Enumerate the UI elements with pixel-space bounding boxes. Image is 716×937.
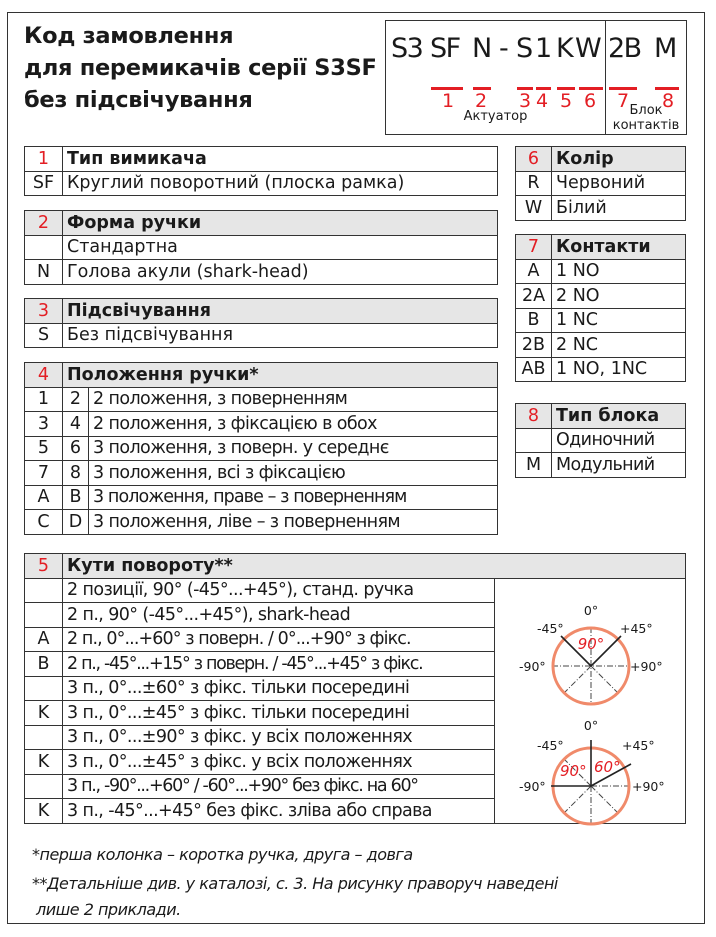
- rotation-diagram-2: [505, 712, 675, 830]
- row-code-short: 7: [25, 461, 63, 486]
- table-header: [25, 147, 498, 172]
- table-handle-shape: [24, 210, 498, 285]
- section-number: 5: [25, 554, 63, 579]
- table-handle-position: [24, 362, 498, 535]
- section-number: 4: [25, 363, 63, 388]
- row-text: 2 NC: [552, 333, 686, 358]
- order-code-box: [385, 20, 687, 135]
- page-title: [24, 20, 377, 116]
- row-code-short: 1: [25, 387, 63, 412]
- row-text: 1 NO: [552, 259, 686, 284]
- row-text: 3 положення, з поверн. у середнє: [89, 436, 498, 461]
- label-0: 0°: [583, 603, 599, 618]
- row-code-short: 3: [25, 412, 63, 437]
- row-code-long: D: [63, 510, 89, 535]
- row-code-long: 8: [63, 461, 89, 486]
- label-minus90: -90°: [519, 779, 546, 794]
- label-plus45: +45°: [622, 738, 655, 753]
- row-code: W: [516, 196, 552, 221]
- title-line-2: для перемикачів серії S3SF: [24, 55, 377, 81]
- row-code: 2A: [516, 284, 552, 309]
- table-row: [516, 453, 686, 478]
- table-illumination: [24, 298, 498, 348]
- code-dash: -: [499, 33, 508, 64]
- code-num-6: 6: [584, 90, 597, 112]
- actuator-label: Актуатор: [463, 109, 528, 124]
- row-code: K: [25, 701, 63, 726]
- table-row: [25, 387, 498, 412]
- label-minus45: -45°: [537, 738, 564, 753]
- rotation-diagram-1: [505, 597, 675, 707]
- row-code: [25, 578, 63, 603]
- row-code: B: [516, 308, 552, 333]
- row-text: 3 п., 0°...±60° з фікс. тільки посередині: [63, 676, 495, 701]
- row-text: 3 положення, всі з фіксацією: [89, 461, 498, 486]
- label-plus90: +90°: [630, 659, 663, 674]
- row-text: Без підсвічування: [63, 323, 498, 348]
- label-plus90: +90°: [632, 779, 665, 794]
- code-num-3: 3: [519, 90, 532, 112]
- table-row: [25, 323, 498, 348]
- section-title: Кути повороту**: [63, 554, 686, 579]
- code-part-2: N: [472, 33, 491, 64]
- code-part-1: SF: [430, 33, 460, 64]
- table-row: [516, 357, 686, 382]
- code-part-7: 2B: [608, 33, 641, 64]
- table-row: [516, 428, 686, 453]
- row-code: [25, 603, 63, 628]
- row-code: B: [25, 652, 63, 677]
- section-title: Тип вимикача: [63, 147, 498, 172]
- row-code-short: A: [25, 485, 63, 510]
- row-code: SF: [25, 171, 63, 196]
- section-title: Колір: [552, 147, 686, 172]
- row-text: 3 положення, ліве – з поверненням: [89, 510, 498, 535]
- row-text: 3 п., -90°...+60° / -60°...+90° без фікс. на 60°: [63, 774, 495, 799]
- title-line-1: Код замовлення: [24, 23, 234, 49]
- row-text: 2 позиції, 90° (-45°...+45°), станд. ручка: [63, 578, 495, 603]
- section-number: 7: [516, 235, 552, 260]
- table-color: [515, 146, 686, 221]
- label-plus45: +45°: [620, 621, 653, 636]
- row-code: 2B: [516, 333, 552, 358]
- row-text: 2 п., 0°...+60° з поверн. / 0°...+90° з фікс.: [63, 627, 495, 652]
- row-text: Модульний: [552, 453, 686, 478]
- row-text: 3 п., -45°...+45° без фікс. зліва або справа: [63, 799, 495, 824]
- table-row: [25, 235, 498, 260]
- code-part-5: K: [556, 33, 573, 64]
- section-number: 3: [25, 299, 63, 324]
- row-text: 1 NO, 1NC: [552, 357, 686, 382]
- row-text: Білий: [552, 196, 686, 221]
- label-0: 0°: [583, 718, 599, 733]
- table-header: [25, 554, 686, 579]
- row-text: Голова акули (shark-head): [63, 260, 498, 285]
- table-contacts: [515, 234, 686, 382]
- footnote-3: лише 2 приклади.: [36, 900, 181, 919]
- section-title: Контакти: [552, 235, 686, 260]
- table-row: [25, 485, 498, 510]
- row-code-short: C: [25, 510, 63, 535]
- section-number: 6: [516, 147, 552, 172]
- table-header: [516, 404, 686, 429]
- table-header: [25, 211, 498, 236]
- section-title: Положення ручки*: [63, 363, 498, 388]
- code-part-6: W: [575, 33, 601, 64]
- table-header: [516, 235, 686, 260]
- table-row: [516, 308, 686, 333]
- row-text: 3 п., 0°...±45° з фікс. у всіх положеннях: [63, 750, 495, 775]
- row-code-long: 2: [63, 387, 89, 412]
- row-code: N: [25, 260, 63, 285]
- code-part-8: M: [654, 33, 676, 64]
- code-num-7: 7: [617, 90, 630, 112]
- row-text: Стандартна: [63, 235, 498, 260]
- row-code: AB: [516, 357, 552, 382]
- row-code: [516, 428, 552, 453]
- table-row: [516, 259, 686, 284]
- row-code-long: B: [63, 485, 89, 510]
- section-title: Підсвічування: [63, 299, 498, 324]
- row-code: [25, 676, 63, 701]
- table-row: [25, 412, 498, 437]
- footnote-2: **Детальніше див. у каталозі, с. 3. На рисунку праворуч наведені: [32, 874, 558, 893]
- block-label-1: Блок: [629, 103, 663, 118]
- row-text: Червоний: [552, 171, 686, 196]
- table-row: [25, 260, 498, 285]
- table-row: [516, 171, 686, 196]
- code-num-2: 2: [475, 90, 488, 112]
- row-text: 3 п., 0°...±45° з фікс. тільки посередині: [63, 701, 495, 726]
- table-row: [25, 171, 498, 196]
- section-title: Форма ручки: [63, 211, 498, 236]
- table-row: [516, 196, 686, 221]
- table-row: [516, 333, 686, 358]
- label-minus45: -45°: [537, 621, 564, 636]
- section-number: 2: [25, 211, 63, 236]
- row-text: 2 п., 90° (-45°...+45°), shark-head: [63, 603, 495, 628]
- code-part-4: 1: [535, 33, 551, 64]
- footnote-1: *перша колонка – коротка ручка, друга – довга: [32, 845, 413, 864]
- table-block-type: [515, 403, 686, 478]
- arc-label: 90°: [577, 635, 605, 653]
- table-row: [25, 461, 498, 486]
- row-text: 2 п., -45°...+15° з поверн. / -45°...+45° з фікс.: [63, 652, 495, 677]
- table-row: [25, 510, 498, 535]
- code-num-8: 8: [662, 90, 675, 112]
- table-switch-type: [24, 146, 498, 196]
- block-label-2: контактів: [612, 118, 680, 133]
- row-code: [25, 725, 63, 750]
- section-number: 1: [25, 147, 63, 172]
- code-num-1: 1: [442, 90, 455, 112]
- row-text: Одиночний: [552, 428, 686, 453]
- row-code-long: 4: [63, 412, 89, 437]
- row-text: 2 NO: [552, 284, 686, 309]
- row-code: A: [25, 627, 63, 652]
- arc-label-right: 60°: [594, 758, 621, 776]
- table-header: [516, 147, 686, 172]
- code-prefix: S3: [391, 33, 423, 64]
- code-num-5: 5: [560, 90, 573, 112]
- code-num-4: 4: [536, 90, 549, 112]
- table-header: [25, 299, 498, 324]
- code-part-3: S: [516, 33, 532, 64]
- row-code: [25, 774, 63, 799]
- row-text: 2 положення, з фіксацією в обох: [89, 412, 498, 437]
- table-row: [516, 284, 686, 309]
- title-line-3: без підсвічування: [24, 87, 253, 113]
- section-title: Тип блока: [552, 404, 686, 429]
- row-text: Круглий поворотний (плоска рамка): [63, 171, 498, 196]
- row-text: 3 положення, праве – з поверненням: [89, 485, 498, 510]
- row-text: 2 положення, з поверненням: [89, 387, 498, 412]
- row-code: A: [516, 259, 552, 284]
- row-code: R: [516, 171, 552, 196]
- row-code-short: 5: [25, 436, 63, 461]
- arc-label-left: 90°: [560, 762, 587, 780]
- row-code: [25, 235, 63, 260]
- row-text: 3 п., 0°...±90° з фікс. у всіх положеннях: [63, 725, 495, 750]
- row-code-long: 6: [63, 436, 89, 461]
- row-code: K: [25, 750, 63, 775]
- row-code: S: [25, 323, 63, 348]
- label-minus90: -90°: [519, 659, 546, 674]
- row-code: M: [516, 453, 552, 478]
- table-row: [25, 436, 498, 461]
- table-header: [25, 363, 498, 388]
- section-number: 8: [516, 404, 552, 429]
- row-code: K: [25, 799, 63, 824]
- row-text: 1 NC: [552, 308, 686, 333]
